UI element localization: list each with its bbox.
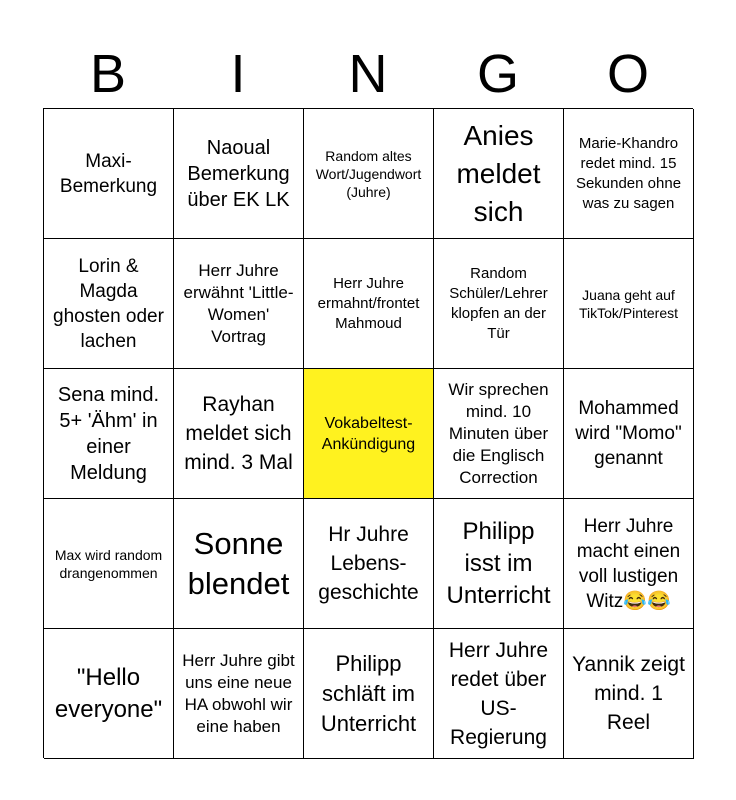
cell-text: Random altes Wort/Jugendwort (Juhre): [315, 147, 422, 200]
cell-text: Random Schüler/Lehrer klopfen an der Tür: [449, 264, 548, 342]
bingo-board: [43, 108, 693, 758]
cell-text: Vokabeltest-Ankündigung: [321, 414, 416, 453]
bingo-cell-r4c1[interactable]: [44, 499, 174, 629]
cell-text: Anies meldet sich: [456, 119, 541, 227]
bingo-cell-r2c4[interactable]: [434, 239, 564, 369]
header-letter-g: G: [476, 44, 519, 104]
bingo-header: [43, 40, 693, 108]
bingo-cell-r4c5[interactable]: [564, 499, 694, 629]
cell-text: Philipp isst im Unterricht: [446, 517, 551, 609]
cell-text: Lorin & Magda ghosten oder lachen: [53, 255, 164, 352]
cell-text: Maxi-Bemerkung: [59, 150, 158, 197]
bingo-cell-r5c4[interactable]: [434, 629, 564, 759]
cell-text: Herr Juhre erwähnt 'Little-Women' Vortrag: [183, 260, 294, 346]
bingo-cell-r1c1[interactable]: [44, 109, 174, 239]
bingo-cell-r3c1[interactable]: [44, 369, 174, 499]
cell-text: Mohammed wird "Momo" genannt: [575, 398, 682, 469]
cell-text: Rayhan meldet sich mind. 3 Mal: [184, 393, 293, 474]
cell-text: Herr Juhre redet über US-Regierung: [448, 638, 549, 749]
bingo-cell-r4c3[interactable]: [304, 499, 434, 629]
bingo-cell-r1c3[interactable]: [304, 109, 434, 239]
header-letter-n: N: [348, 44, 388, 104]
bingo-cell-r5c5[interactable]: [564, 629, 694, 759]
cell-text: Sena mind. 5+ 'Ähm' in einer Meldung: [57, 383, 160, 484]
cell-text: Naoual Bemerkung über EK LK: [187, 136, 290, 211]
bingo-cell-r1c2[interactable]: [174, 109, 304, 239]
bingo-cell-r2c1[interactable]: [44, 239, 174, 369]
bingo-cell-r2c2[interactable]: [174, 239, 304, 369]
bingo-cell-r1c5[interactable]: [564, 109, 694, 239]
bingo-cell-free-space[interactable]: [304, 369, 434, 499]
bingo-cell-r2c3[interactable]: [304, 239, 434, 369]
cell-text: Philipp schläft im Unterricht: [320, 650, 417, 736]
cell-text: "Hello everyone": [54, 663, 163, 723]
header-letter-o: O: [606, 44, 649, 104]
bingo-cell-r3c4[interactable]: [434, 369, 564, 499]
header-letter-b: B: [89, 44, 127, 104]
bingo-cell-r5c3[interactable]: [304, 629, 434, 759]
cell-text: Herr Juhre macht einen voll lustigen Witz😂😂: [576, 515, 681, 612]
cell-text: Herr Juhre ermahnt/frontet Mahmoud: [317, 274, 420, 332]
header-letter-i: I: [230, 44, 246, 104]
bingo-cell-r2c5[interactable]: [564, 239, 694, 369]
cell-text: Juana geht auf TikTok/Pinterest: [578, 286, 679, 321]
cell-text: Wir sprechen mind. 10 Minuten über die Englisch Correction: [448, 379, 549, 487]
bingo-cell-r4c2[interactable]: [174, 499, 304, 629]
cell-text: Sonne blendet: [187, 525, 290, 601]
bingo-cell-r5c1[interactable]: [44, 629, 174, 759]
bingo-cell-r3c5[interactable]: [564, 369, 694, 499]
cell-text: Max wird random drangenommen: [54, 546, 163, 581]
cell-text: Marie-Khandro redet mind. 15 Sekunden ohne was zu sagen: [575, 134, 682, 212]
bingo-cell-r4c4[interactable]: [434, 499, 564, 629]
cell-text: Hr Juhre Lebens-geschichte: [318, 523, 419, 604]
cell-text: Yannik zeigt mind. 1 Reel: [572, 653, 685, 734]
bingo-cell-r3c2[interactable]: [174, 369, 304, 499]
bingo-cell-r5c2[interactable]: [174, 629, 304, 759]
cell-text: Herr Juhre gibt uns eine neue HA obwohl wir eine haben: [182, 650, 295, 736]
bingo-cell-r1c4[interactable]: [434, 109, 564, 239]
